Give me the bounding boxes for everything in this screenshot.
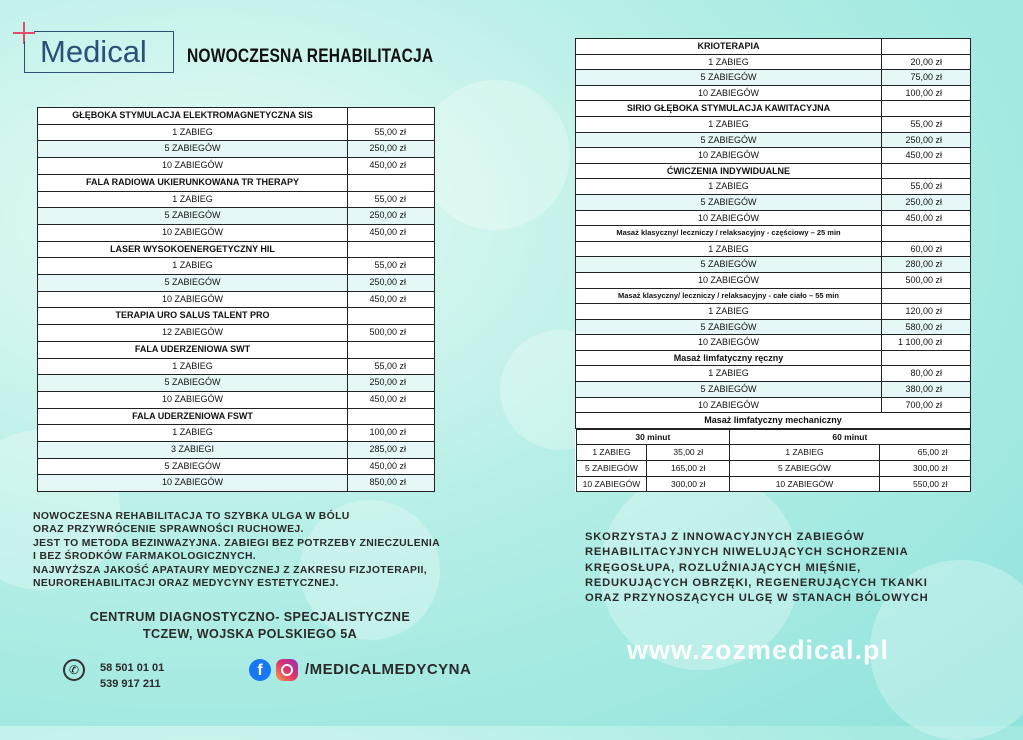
price: 80,00 zł [882, 366, 971, 382]
empty-cell [882, 288, 971, 304]
treatment-count: 5 ZABIEGÓW [576, 319, 882, 335]
treatment-count: 5 ZABIEGÓW [38, 275, 348, 292]
treatment-count: 5 ZABIEGÓW [38, 141, 348, 158]
description-line: NOWOCZESNA REHABILITACJA TO SZYBKA ULGA W BÓLU [33, 511, 350, 522]
treatment-count: 1 ZABIEG [576, 445, 647, 461]
table-row [576, 382, 971, 398]
empty-cell [882, 39, 971, 55]
treatment-count: 10 ZABIEGÓW [576, 397, 882, 413]
treatment-count: 10 ZABIEGÓW [38, 391, 348, 408]
treatment-count: 10 ZABIEGÓW [38, 291, 348, 308]
section-header-row [576, 288, 971, 304]
price: 55,00 zł [348, 191, 435, 208]
treatment-count: 1 ZABIEG [730, 445, 880, 461]
section-title: Masaż klasyczny/ leczniczy / relaksacyjny - całe ciało – 55 min [576, 288, 882, 304]
table-row [38, 141, 435, 158]
treatment-count: 10 ZABIEGÓW [730, 476, 880, 492]
table-row [576, 132, 971, 148]
section-header-row [576, 226, 971, 242]
treatment-count: 5 ZABIEGÓW [38, 375, 348, 392]
logo: Medical [40, 34, 147, 69]
phone-number[interactable]: 539 917 211 [100, 678, 161, 690]
table-row [576, 241, 971, 257]
table-row [38, 375, 435, 392]
price: 380,00 zł [882, 382, 971, 398]
table-row [576, 319, 971, 335]
price: 55,00 zł [882, 179, 971, 195]
price: 450,00 zł [348, 291, 435, 308]
price: 280,00 zł [882, 257, 971, 273]
treatment-count: 5 ZABIEGÓW [576, 132, 882, 148]
table-row [576, 210, 971, 226]
section-header-row [576, 413, 971, 429]
treatment-count: 1 ZABIEG [576, 116, 882, 132]
price: 120,00 zł [882, 304, 971, 320]
website-link[interactable]: www.zozmedical.pl [627, 635, 890, 665]
empty-cell [348, 241, 435, 258]
section-header-row [38, 341, 435, 358]
price: 100,00 zł [348, 425, 435, 442]
table-row [576, 257, 971, 273]
instagram-icon[interactable] [276, 659, 298, 681]
empty-cell [348, 408, 435, 425]
treatment-count: 10 ZABIEGÓW [38, 475, 348, 492]
description-line: REHABILITACYJNYCH NIWELUJĄCYCH SCHORZENIA [585, 546, 909, 559]
treatment-count: 5 ZABIEGÓW [38, 458, 348, 475]
treatment-count: 10 ZABIEGÓW [576, 272, 882, 288]
headline: NOWOCZESNA REHABILITACJA [187, 46, 434, 67]
price: 20,00 zł [882, 54, 971, 70]
empty-cell [348, 308, 435, 325]
price: 580,00 zł [882, 319, 971, 335]
section-title: TERAPIA URO SALUS TALENT PRO [38, 308, 348, 325]
price: 55,00 zł [348, 258, 435, 275]
price: 100,00 zł [882, 85, 971, 101]
table-row [576, 461, 970, 477]
treatment-count: 1 ZABIEG [38, 124, 348, 141]
treatment-count: 5 ZABIEGÓW [576, 257, 882, 273]
center-address-line: TCZEW, WOJSKA POLSKIEGO 5A [142, 627, 358, 641]
price: 550,00 zł [879, 476, 970, 492]
table-row [38, 224, 435, 241]
left-price-table [37, 107, 435, 492]
mechanical-subtable-cell [576, 428, 971, 492]
description-line: KRĘGOSŁUPA, ROZLUŹNIAJĄCYCH MIĘŚNIE, [585, 561, 861, 574]
table-row [576, 70, 971, 86]
empty-cell [882, 350, 971, 366]
treatment-count: 10 ZABIEGÓW [38, 158, 348, 175]
treatment-count: 12 ZABIEGÓW [38, 325, 348, 342]
center-address [40, 609, 460, 643]
table-row [576, 54, 971, 70]
treatment-count: 10 ZABIEGÓW [576, 85, 882, 101]
treatment-count: 10 ZABIEGÓW [576, 335, 882, 351]
table-row [38, 358, 435, 375]
table-row [576, 179, 971, 195]
table-row [38, 391, 435, 408]
phone-icon: ✆ [63, 659, 85, 681]
description-line: NEUROREHABILITACJI ORAZ MEDYCYNY ESTETYCZNEJ. [33, 578, 339, 590]
price: 60,00 zł [882, 241, 971, 257]
section-title: LASER WYSOKOENERGETYCZNY HIL [38, 241, 348, 258]
section-header-row [38, 308, 435, 325]
treatment-count: 10 ZABIEGÓW [38, 224, 348, 241]
empty-cell [348, 108, 435, 125]
section-header-row [576, 39, 971, 55]
treatment-count: 1 ZABIEG [38, 425, 348, 442]
treatment-count: 1 ZABIEG [576, 54, 882, 70]
table-row [38, 291, 435, 308]
section-header-row [38, 108, 435, 125]
price: 55,00 zł [348, 358, 435, 375]
treatment-count: 1 ZABIEG [38, 191, 348, 208]
price: 450,00 zł [882, 210, 971, 226]
table-row [576, 445, 970, 461]
treatment-count: 5 ZABIEGÓW [38, 208, 348, 225]
description-left [33, 510, 483, 590]
treatment-count: 1 ZABIEG [576, 241, 882, 257]
section-header-row [38, 174, 435, 191]
table-row [576, 85, 971, 101]
table-row [576, 116, 971, 132]
treatment-count: 5 ZABIEGÓW [576, 461, 647, 477]
empty-cell [348, 174, 435, 191]
empty-cell [882, 226, 971, 242]
table-row [576, 148, 971, 164]
facebook-icon[interactable]: f [249, 659, 271, 681]
phone-numbers [100, 660, 164, 692]
phone-number[interactable]: 58 501 01 01 [100, 662, 165, 674]
section-header-row [576, 350, 971, 366]
table-row [576, 366, 971, 382]
price: 250,00 zł [348, 375, 435, 392]
price: 250,00 zł [882, 132, 971, 148]
price: 55,00 zł [348, 124, 435, 141]
table-row [38, 158, 435, 175]
table-row [38, 208, 435, 225]
description-line: ORAZ PRZYWRÓCENIE SPRAWNOŚCI RUCHOWEJ. [33, 524, 304, 536]
description-line: NAJWYŻSZA JAKOŚĆ APATAURY MEDYCZNEJ Z ZAKRESU FIZJOTERAPII, [33, 564, 427, 576]
table-row [576, 476, 970, 492]
table-row [576, 335, 971, 351]
section-title: KRIOTERAPIA [576, 39, 882, 55]
price: 300,00 zł [879, 461, 970, 477]
price: 850,00 zł [348, 475, 435, 492]
price: 450,00 zł [348, 224, 435, 241]
treatment-count: 10 ZABIEGÓW [576, 210, 882, 226]
table-row [38, 425, 435, 442]
treatment-count: 5 ZABIEGÓW [576, 382, 882, 398]
table-row [38, 458, 435, 475]
table-row [38, 258, 435, 275]
table-row [576, 272, 971, 288]
social-handle[interactable]: /MEDICALMEDYCYNA [305, 661, 472, 678]
description-line: ORAZ PRZYNOSZĄCYCH ULGĘ W STANACH BÓLOWYCH [585, 592, 929, 605]
right-price-table [575, 38, 971, 492]
description-line: SKORZYSTAJ Z INNOWACYJNYCH ZABIEGÓW [585, 531, 865, 543]
treatment-count: 1 ZABIEG [576, 179, 882, 195]
treatment-count: 5 ZABIEGÓW [576, 70, 882, 86]
treatment-count: 5 ZABIEGÓW [576, 194, 882, 210]
section-header-row [38, 241, 435, 258]
table-row [38, 475, 435, 492]
mechanical-subtable-row [576, 428, 971, 492]
description-line: REDUKUJĄCYCH OBRZĘKI, REGENERUJĄCYCH TKANKI [585, 576, 928, 589]
duration-header: 30 minut [576, 429, 730, 445]
table-row [38, 275, 435, 292]
description-right [585, 530, 985, 606]
price: 250,00 zł [348, 141, 435, 158]
mechanical-subtable [576, 429, 971, 492]
price: 250,00 zł [348, 208, 435, 225]
duration-header: 60 minut [730, 429, 970, 445]
price: 55,00 zł [882, 116, 971, 132]
price: 450,00 zł [882, 148, 971, 164]
price: 165,00 zł [647, 461, 730, 477]
section-header-row [576, 101, 971, 117]
empty-cell [882, 163, 971, 179]
treatment-count: 10 ZABIEGÓW [576, 476, 647, 492]
treatment-count: 1 ZABIEG [576, 366, 882, 382]
price: 75,00 zł [882, 70, 971, 86]
section-title: ĆWICZENIA INDYWIDUALNE [576, 163, 882, 179]
empty-cell [882, 101, 971, 117]
price: 300,00 zł [647, 476, 730, 492]
description-line: I BEZ ŚRODKÓW FARMAKOLOGICZNYCH. [33, 551, 257, 563]
section-title: Masaż klasyczny/ leczniczy / relaksacyjny - częściowy – 25 min [576, 226, 882, 242]
section-header-row [38, 408, 435, 425]
price: 35,00 zł [647, 445, 730, 461]
table-row [576, 304, 971, 320]
treatment-count: 1 ZABIEG [38, 258, 348, 275]
section-title: FALA UDERZENIOWA FSWT [38, 408, 348, 425]
treatment-count: 10 ZABIEGÓW [576, 148, 882, 164]
price: 250,00 zł [348, 275, 435, 292]
treatment-count: 3 ZABIEGI [38, 442, 348, 459]
price: 500,00 zł [348, 325, 435, 342]
table-row [38, 191, 435, 208]
price: 500,00 zł [882, 272, 971, 288]
duration-header-row [576, 429, 970, 445]
section-title: SIRIO GŁĘBOKA STYMULACJA KAWITACYJNA [576, 101, 882, 117]
price: 250,00 zł [882, 194, 971, 210]
table-row [38, 325, 435, 342]
price: 1 100,00 zł [882, 335, 971, 351]
price: 285,00 zł [348, 442, 435, 459]
empty-cell [348, 341, 435, 358]
price: 450,00 zł [348, 391, 435, 408]
treatment-count: 1 ZABIEG [38, 358, 348, 375]
section-title: Masaż limfatyczny ręczny [576, 350, 882, 366]
price: 700,00 zł [882, 397, 971, 413]
section-title: FALA RADIOWA UKIERUNKOWANA TR THERAPY [38, 174, 348, 191]
table-row [576, 194, 971, 210]
section-title: FALA UDERZENIOWA SWT [38, 341, 348, 358]
table-row [38, 124, 435, 141]
table-row [576, 397, 971, 413]
price: 450,00 zł [348, 158, 435, 175]
price: 450,00 zł [348, 458, 435, 475]
section-header-row [576, 163, 971, 179]
treatment-count: 5 ZABIEGÓW [730, 461, 880, 477]
table-row [38, 442, 435, 459]
center-name: CENTRUM DIAGNOSTYCZNO- SPECJALISTYCZNE [89, 610, 411, 624]
decor-bubble [420, 80, 570, 230]
treatment-count: 1 ZABIEG [576, 304, 882, 320]
description-line: JEST TO METODA BEZINWAZYJNA. ZABIEGI BEZ POTRZEBY ZNIECZULENIA [33, 537, 440, 549]
section-title: GŁĘBOKA STYMULACJA ELEKTROMAGNETYCZNA SIS [38, 108, 348, 125]
price: 65,00 zł [879, 445, 970, 461]
section-title: Masaż limfatyczny mechaniczny [576, 413, 971, 429]
